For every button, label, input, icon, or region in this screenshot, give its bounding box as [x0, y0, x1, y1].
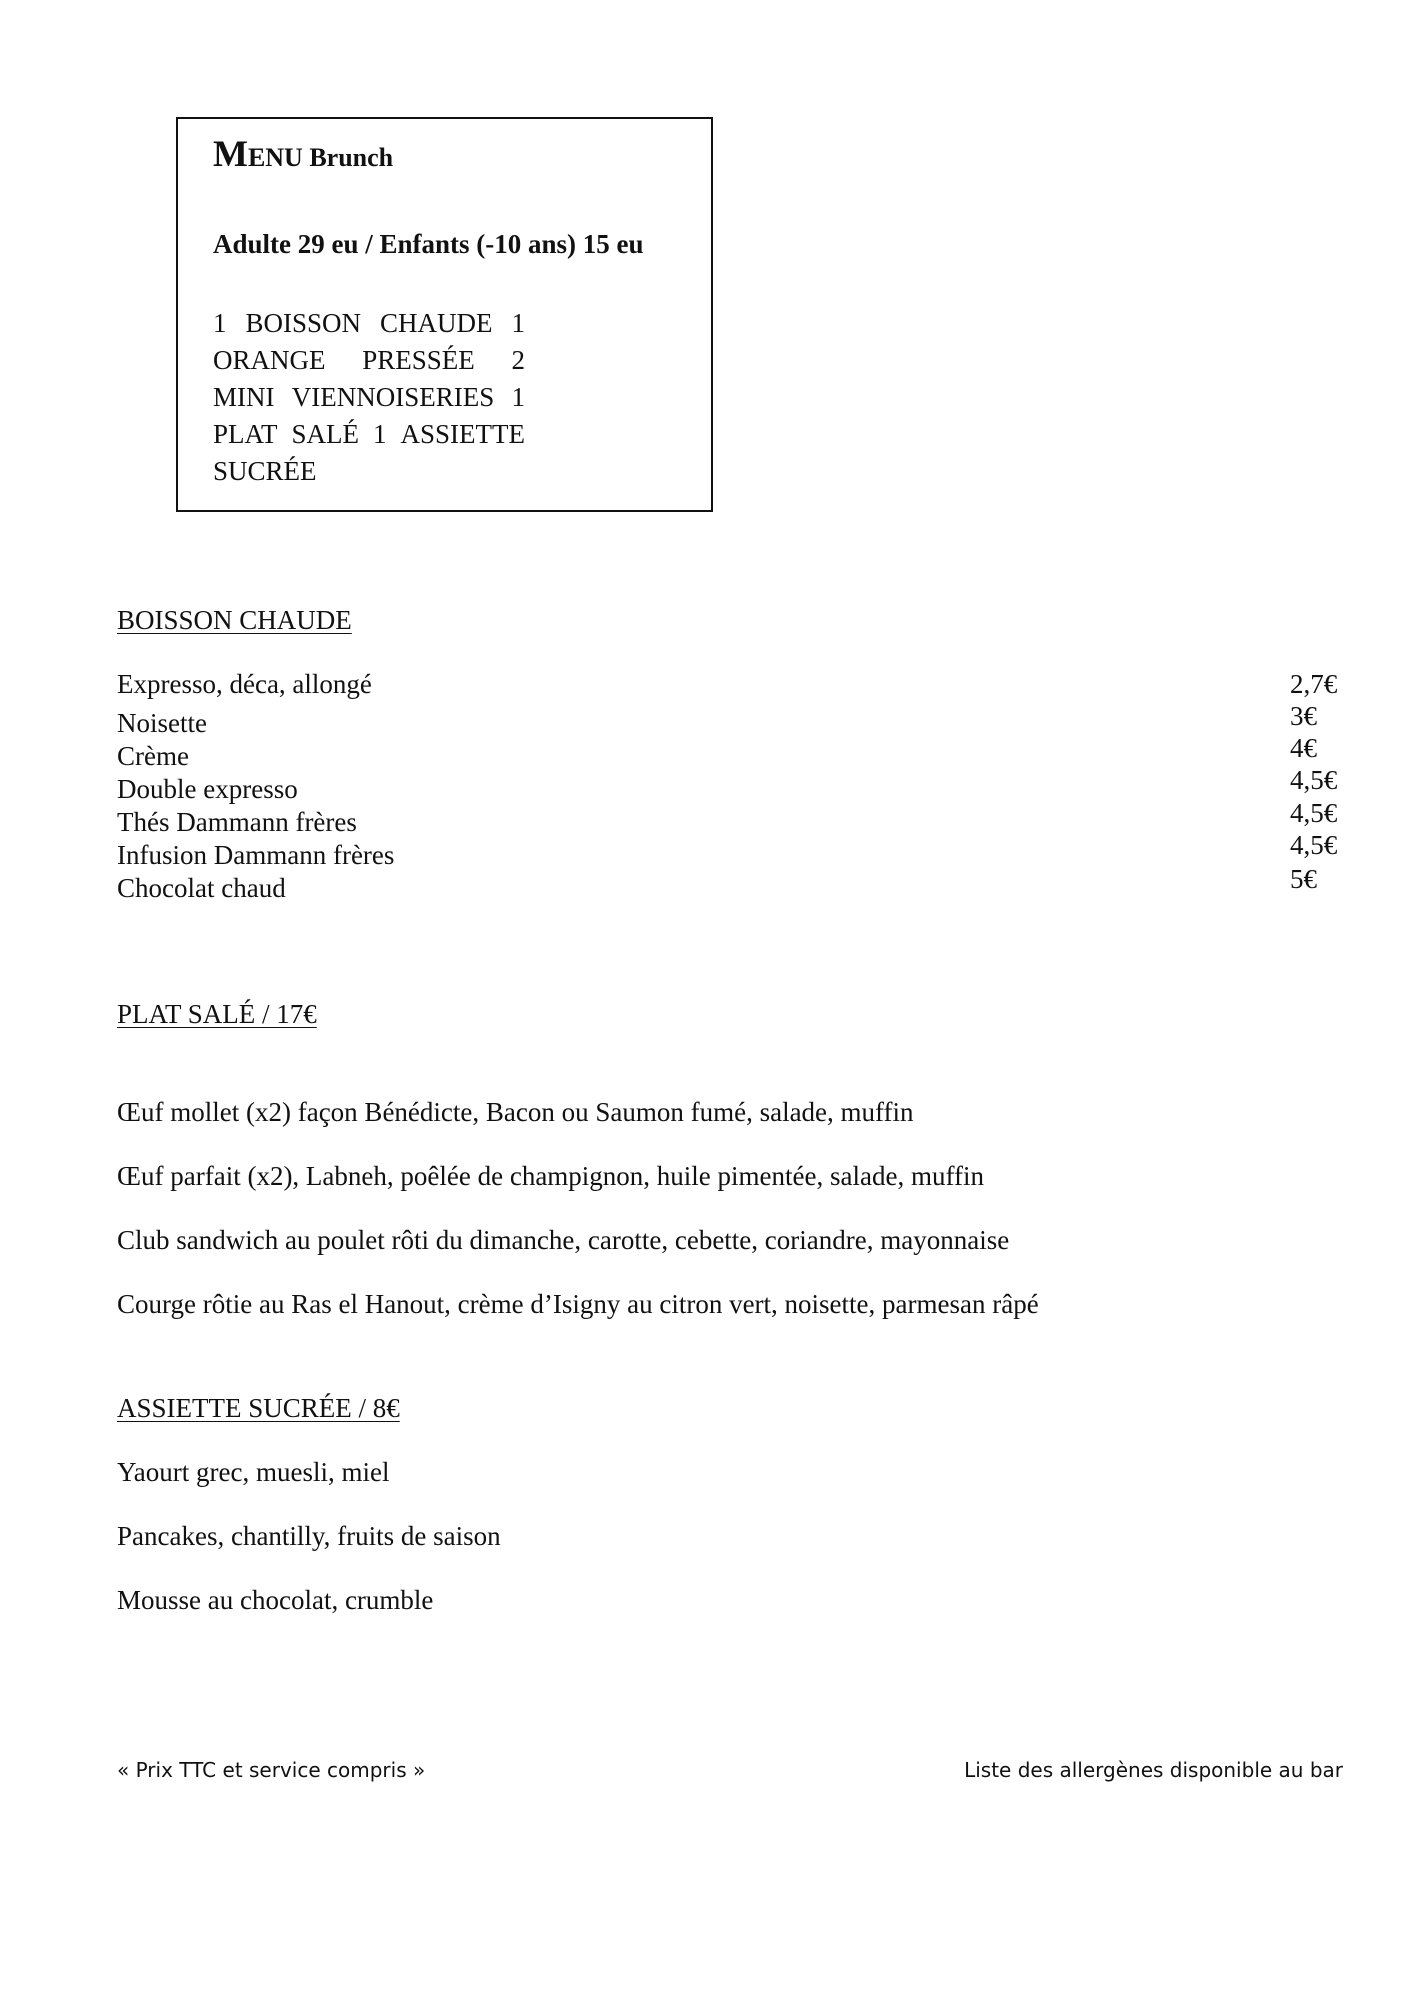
- drink-price: 5€: [1290, 864, 1317, 894]
- menu-box-line: [213, 342, 525, 379]
- drink-name: Thés Dammann frères: [117, 807, 357, 837]
- drink-name: Expresso, déca, allongé: [117, 669, 372, 699]
- menu-box-word: 1: [372, 419, 387, 449]
- drink-name: Double expresso: [117, 774, 298, 804]
- menu-box-word: 2: [511, 345, 525, 375]
- drink-name: Noisette: [117, 708, 207, 738]
- menu-box-line: [213, 416, 525, 453]
- dessert-item: Pancakes, chantilly, fruits de saison: [117, 1521, 501, 1551]
- dessert-item: Mousse au chocolat, crumble: [117, 1585, 434, 1615]
- drink-price: 4,5€: [1290, 765, 1338, 795]
- dish-item: Courge rôtie au Ras el Hanout, crème d’Isigny au citron vert, noisette, parmesan râpé: [117, 1289, 1039, 1319]
- dish-item: Club sandwich au poulet rôti du dimanche, carotte, cebette, coriandre, mayonnaise: [117, 1225, 1010, 1255]
- menu-box-title: [213, 135, 393, 178]
- menu-title-rest: ENU Brunch: [247, 143, 394, 172]
- menu-box-word: 1: [213, 308, 227, 338]
- footer-allergen-note: Liste des allergènes disponible au bar: [964, 1758, 1343, 1782]
- drink-price: 4,5€: [1290, 798, 1338, 828]
- drink-price: 4,5€: [1290, 830, 1338, 860]
- drink-price: 4€: [1290, 733, 1317, 763]
- drink-name: Chocolat chaud: [117, 873, 286, 903]
- drink-price: 3€: [1290, 701, 1317, 731]
- footer-price-note: « Prix TTC et service compris »: [117, 1758, 426, 1782]
- menu-box-line: [213, 305, 525, 342]
- menu-box-word: BOISSON: [245, 308, 362, 338]
- menu-box-line: [213, 453, 525, 490]
- drink-name: Crème: [117, 741, 189, 771]
- menu-box-word: 1: [511, 382, 525, 412]
- dish-item: Œuf mollet (x2) façon Bénédicte, Bacon ou Saumon fumé, salade, muffin: [117, 1097, 914, 1127]
- menu-box-word: PRESSÉE: [362, 345, 475, 375]
- menu-box-word: SALÉ: [291, 419, 359, 449]
- menu-title-initial: M: [213, 134, 248, 175]
- dish-item: Œuf parfait (x2), Labneh, poêlée de champignon, huile pimentée, salade, muffin: [117, 1161, 984, 1191]
- menu-box-items: [213, 305, 525, 490]
- menu-box-word: 1: [511, 308, 525, 338]
- section-heading-boisson-chaude: BOISSON CHAUDE: [117, 605, 352, 635]
- drink-name: Infusion Dammann frères: [117, 840, 395, 870]
- menu-box-word: CHAUDE: [380, 308, 493, 338]
- menu-box-word: SUCRÉE: [213, 456, 317, 486]
- menu-box-word: ORANGE: [213, 345, 326, 375]
- dessert-item: Yaourt grec, muesli, miel: [117, 1457, 390, 1487]
- menu-box-word: VIENNOISERIES: [291, 382, 495, 412]
- section-heading-assiette-sucree: ASSIETTE SUCRÉE / 8€: [117, 1393, 400, 1423]
- menu-box-word: ASSIETTE: [400, 419, 525, 449]
- menu-box-line: [213, 379, 525, 416]
- section-heading-plat-sale: PLAT SALÉ / 17€: [117, 999, 317, 1029]
- drink-price: 2,7€: [1290, 669, 1338, 699]
- menu-box-prices: Adulte 29 eu / Enfants (-10 ans) 15 eu: [213, 229, 644, 259]
- menu-box-word: MINI: [213, 382, 275, 412]
- brunch-menu-box: [176, 117, 713, 512]
- menu-box-word: PLAT: [213, 419, 278, 449]
